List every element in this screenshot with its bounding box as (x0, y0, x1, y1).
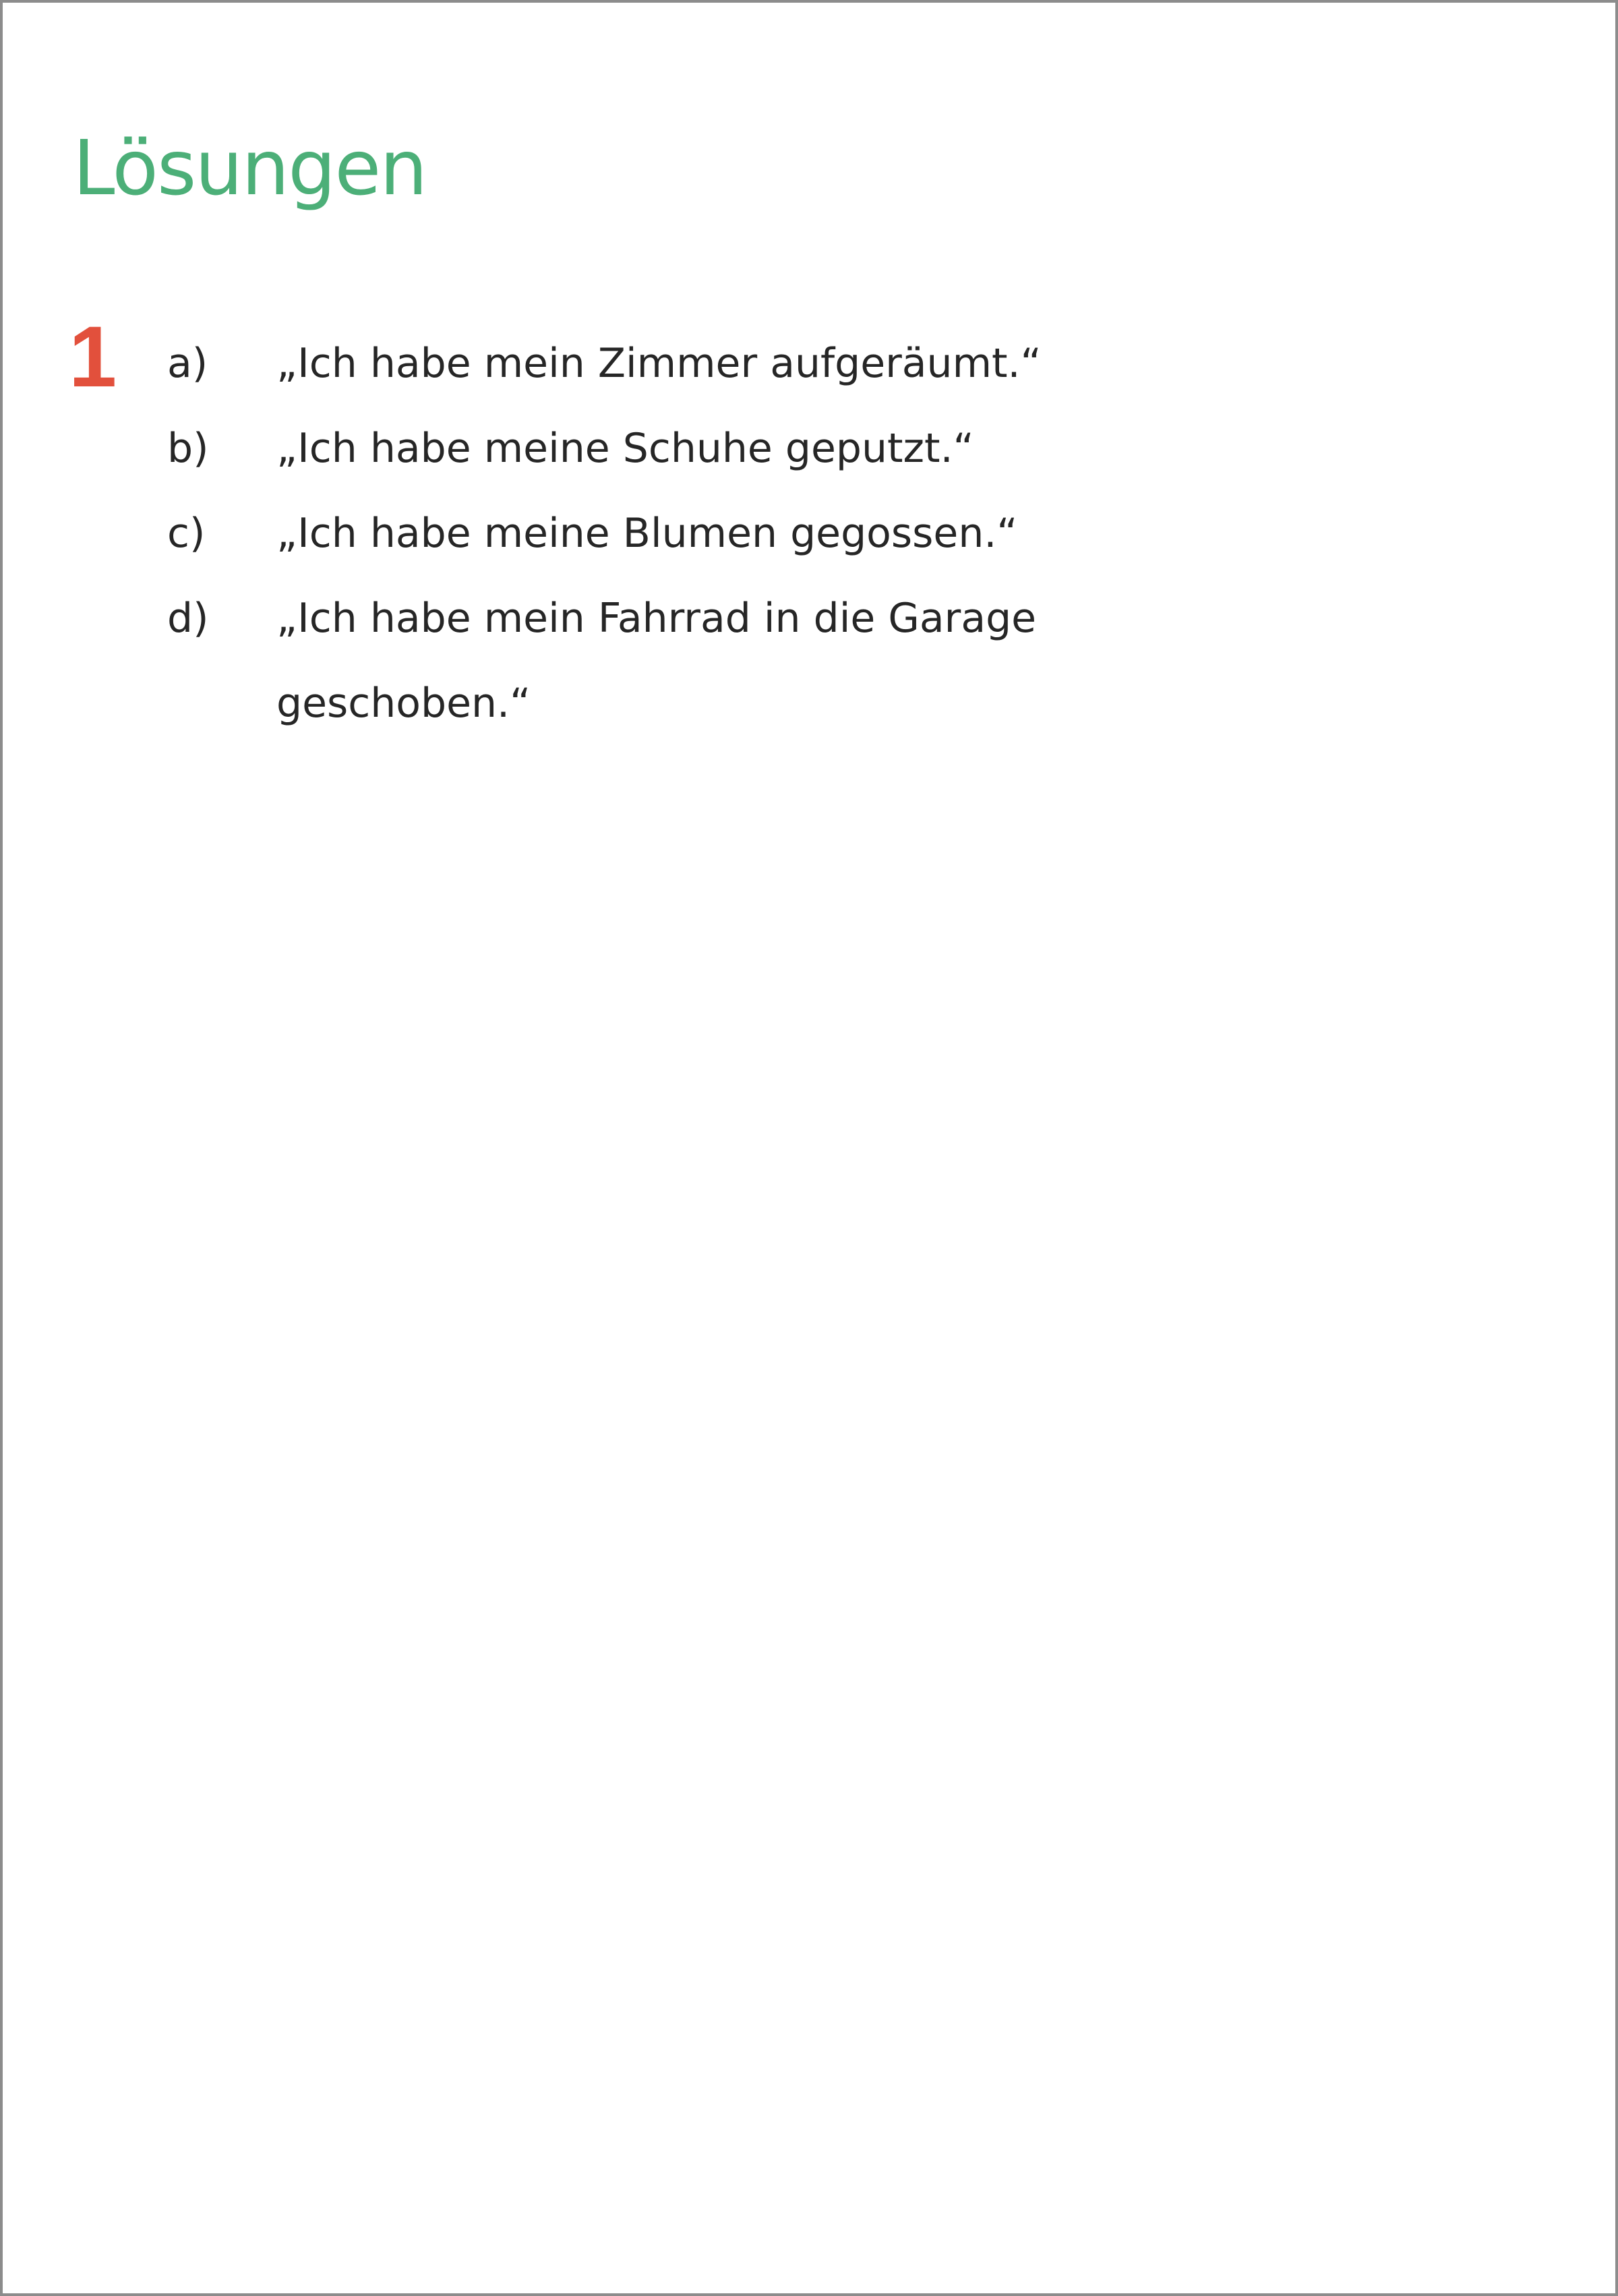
answer-label: a) (167, 340, 208, 387)
answer-text: „Ich habe mein Fahrrad in die Garage (276, 595, 1037, 642)
answer-label: c) (167, 510, 206, 557)
answer-text: „Ich habe meine Blumen gegossen.“ (276, 510, 1018, 557)
answer-text-continuation: geschoben.“ (276, 680, 531, 727)
answer-label: d) (167, 595, 209, 642)
answer-text: „Ich habe mein Zimmer aufgeräumt.“ (276, 340, 1042, 387)
answer-text: „Ich habe meine Schuhe geputzt.“ (276, 425, 974, 472)
answer-label: b) (167, 425, 209, 472)
task-number: 1 (69, 309, 117, 405)
page-title: Lösungen (73, 125, 427, 212)
